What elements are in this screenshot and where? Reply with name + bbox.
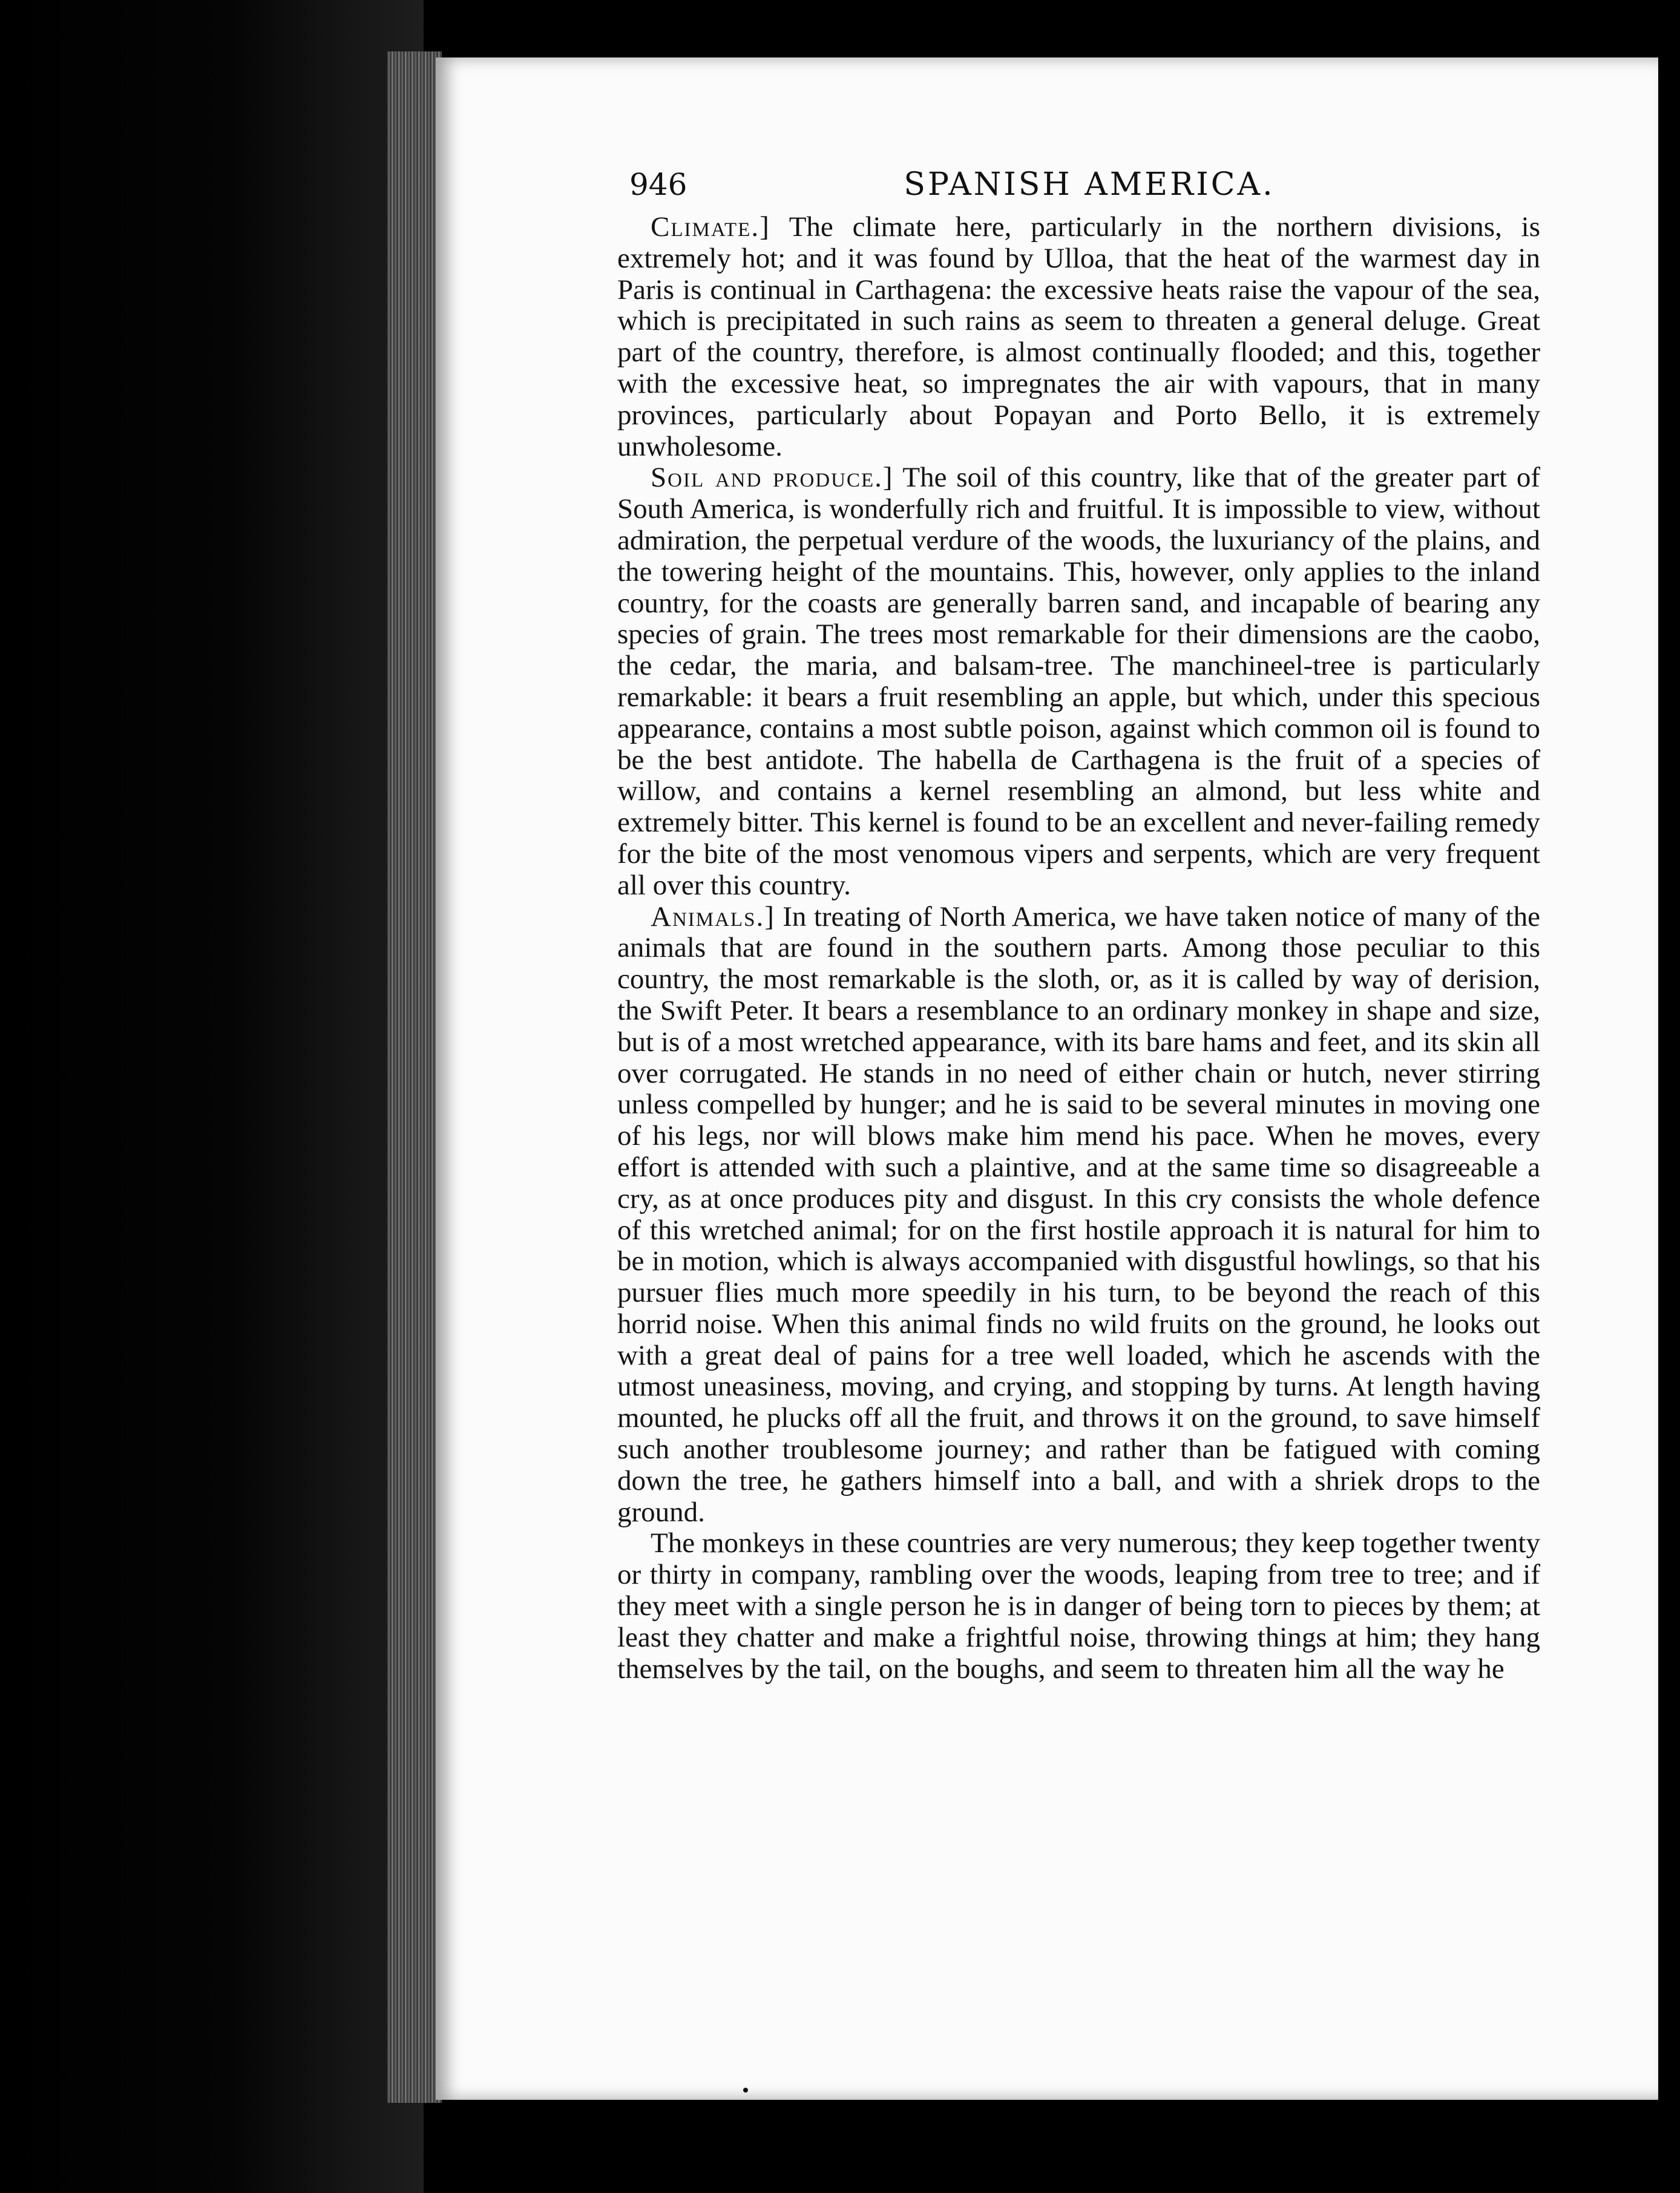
page-title: SPANISH AMERICA. xyxy=(904,166,1275,203)
ink-speck xyxy=(743,2088,748,2093)
paragraph-soil-and-produce xyxy=(617,462,1540,901)
section-heading: Soil and produce.] xyxy=(651,462,894,494)
paragraph-text: In treating of North America, we have taken notice of many of the animals that are found in the southern parts. Among those peculiar to this country, the most remarkable is the sloth, or, as it is called by way of derision, the Swift Peter. It bears a resemblance to an ordinary monkey in shape and size, but is of a most wretched appearance, with its bare hams and feet, and its skin all over corrugated. He stands in no need of either chain or hutch, never stirring unless compelled by hunger; and he is said to be several minutes in moving one of his legs, nor will blows make him mend his pace. When he moves, every effort is attended with such a plaintive, and at the same time so disagreeable a cry, as at once produces pity and disgust. In this cry consists the whole defence of this wretched animal; for on the first hostile approach it is natural for him to be in motion, which is always accompanied with disgustful howlings, so that his pursuer flies much more speedily in his turn, to be beyond the reach of this horrid noise. When this animal finds no wild fruits on the ground, he looks out with a great deal of pains for a tree well loaded, which he ascends with the utmost uneasiness, moving, and crying, and stopping by turns. At length having mounted, he plucks off all the fruit, and throws it on the ground, to save himself such another troublesome journey; and rather than be fatigued with coming down the tree, he gathers himself into a ball, and with a shriek drops to the ground. xyxy=(617,900,1541,1528)
paragraph-text: The soil of this country, like that of the greater part of South America, is wonderfully rich and fruitful. It is impossible to view, without admiration, the perpetual verdure of the woods, the luxuriancy of the plains, and the towering height of the mountains. This, however, only applies to the inland country, for the coasts are generally barren sand, and incapable of bearing any species of grain. The trees most remarkable for their dimensions are the caobo, the cedar, the maria, and balsam-tree. The manchineel-tree is particularly remarkable: it bears a fruit resembling an apple, but which, under this specious appearance, contains a most subtle poison, against which common oil is found to be the best antidote. The habella de Carthagena is the fruit of a species of willow, and contains a kernel resembling an almond, but less white and extremely bitter. This kernel is found to be an excellent and never-failing remedy for the bite of the most venomous vipers and serpents, which are very frequent all over this country. xyxy=(617,462,1540,901)
section-heading: Climate.] xyxy=(651,211,770,243)
page-number: 946 xyxy=(629,167,687,202)
section-heading: Animals.] xyxy=(651,900,775,933)
book-binding-shadow xyxy=(0,0,424,2193)
paragraph-climate xyxy=(617,212,1540,462)
running-head xyxy=(629,160,1549,209)
page-text xyxy=(617,212,1540,1685)
paragraph-monkeys xyxy=(617,1528,1540,1685)
paragraph-animals xyxy=(617,902,1540,1529)
paragraph-text: The climate here, particularly in the northern divisions, is extremely hot; and it was found by Ulloa, that the heat of the warmest day in Paris is continual in Carthagena: the excessive heats raise the vapour of the sea, which is precipitated in such rains as seem to threaten a general deluge. Great part of the country, therefore, is almost continually flooded; and this, together with the excessive heat, so impregnates the air with vapours, that in many provinces, particularly about Popayan and Porto Bello, it is extremely unwholesome. xyxy=(617,211,1540,462)
paragraph-text: The monkeys in these countries are very numerous; they keep together twenty or thirty in company, rambling over the woods, leaping from tree to tree; and if they meet with a single person he is in danger of being torn to pieces by them; at least they chatter and make a frightful noise, throwing things at him; they hang themselves by the tail, on the boughs, and seem to threaten him all the way he xyxy=(617,1527,1540,1685)
page-edges xyxy=(387,51,442,2103)
